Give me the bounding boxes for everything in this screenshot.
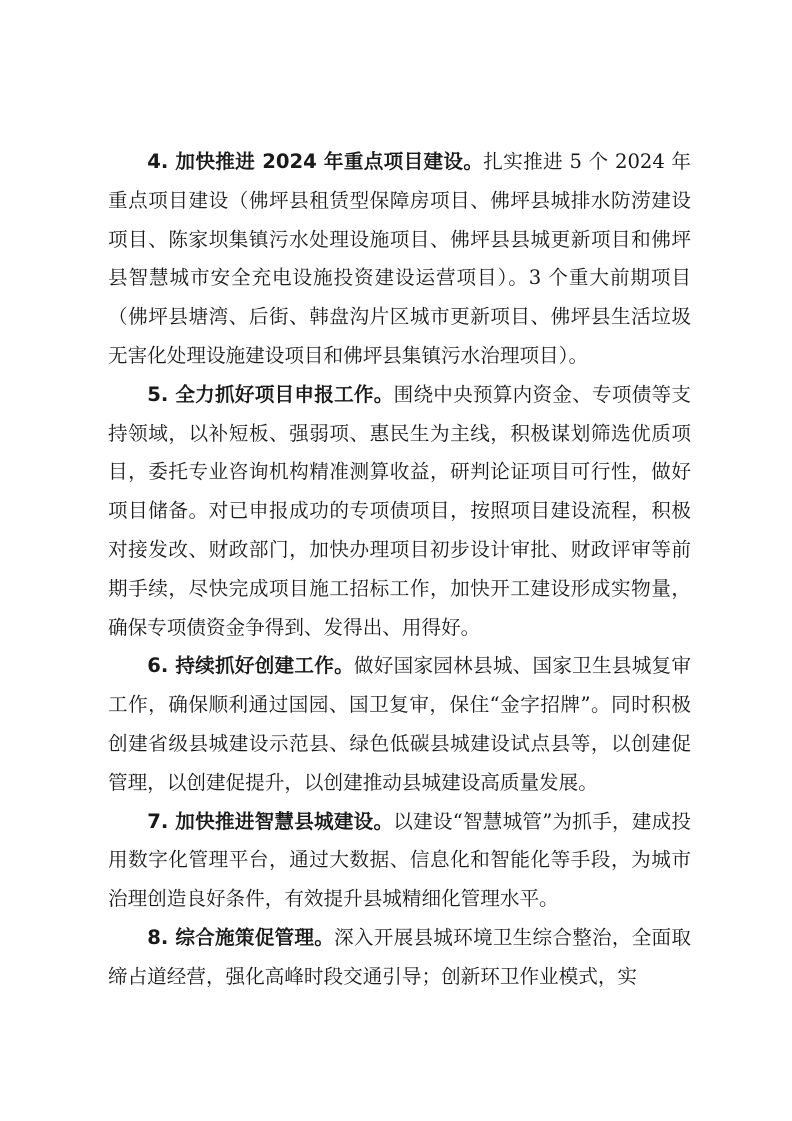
- paragraph-body: 深入开展县城环境卫生综合整治，全面取缔占道经营，强化高峰时段交通引导；创新环卫作业模式，实: [108, 925, 691, 988]
- paragraph-item-4: [108, 143, 691, 376]
- paragraph-item-7: [108, 803, 691, 919]
- paragraph-item-8: [108, 919, 691, 997]
- paragraph-body: 围绕中央预算内资金、专项债等支持领域，以补短板、强弱项、惠民生为主线，积极谋划筛选优质项目，委托专业咨询机构精准测算收益，研判论证项目可行性，做好项目储备。对已申报成功的专项债项目，按照项目建设流程，积极对接发改、财政部门，加快办理项目初步设计审批、财政评审等前期手续，尽快完成项目施工招标工作，加快开工建设形成实物量，确保专项债资金争得到、发得出、用得好。: [108, 382, 691, 639]
- paragraph-body: 以建设“智慧城管”为抓手，建成投用数字化管理平台，通过大数据、信息化和智能化等手段，为城市治理创造良好条件，有效提升县城精细化管理水平。: [108, 809, 691, 911]
- paragraph-item-5: [108, 376, 691, 648]
- paragraph-item-6: [108, 647, 691, 802]
- paragraph-heading: 4. 加快推进 2024 年重点项目建设。: [147, 150, 484, 173]
- document-page: [108, 143, 691, 997]
- paragraph-heading: 7. 加快推进智慧县城建设。: [147, 809, 394, 833]
- paragraph-heading: 8. 综合施策促管理。: [147, 925, 335, 949]
- paragraph-heading: 5. 全力抓好项目申报工作。: [147, 382, 394, 406]
- paragraph-body: 扎实推进 5 个 2024 年重点项目建设（佛坪县租赁型保障房项目、佛坪县城排水防涝建设项目、陈家坝集镇污水处理设施项目、佛坪县县城更新项目和佛坪县智慧城市安全充电设施投资建设运营项目）。3 个重大前期项目（佛坪县塘湾、后街、韩盘沟片区城市更新项目、佛坪县生活垃圾无害化处理设施建设项目和佛坪县集镇污水治理项目）。: [108, 150, 691, 367]
- paragraph-body: 做好国家园林县城、国家卫生县城复审工作，确保顺利通过国园、国卫复审，保住“金字招牌”。同时积极创建省级县城建设示范县、绿色低碳县城建设试点县等，以创建促管理，以创建促提升，以创建推动县城建设高质量发展。: [108, 654, 691, 794]
- paragraph-heading: 6. 持续抓好创建工作。: [147, 654, 354, 678]
